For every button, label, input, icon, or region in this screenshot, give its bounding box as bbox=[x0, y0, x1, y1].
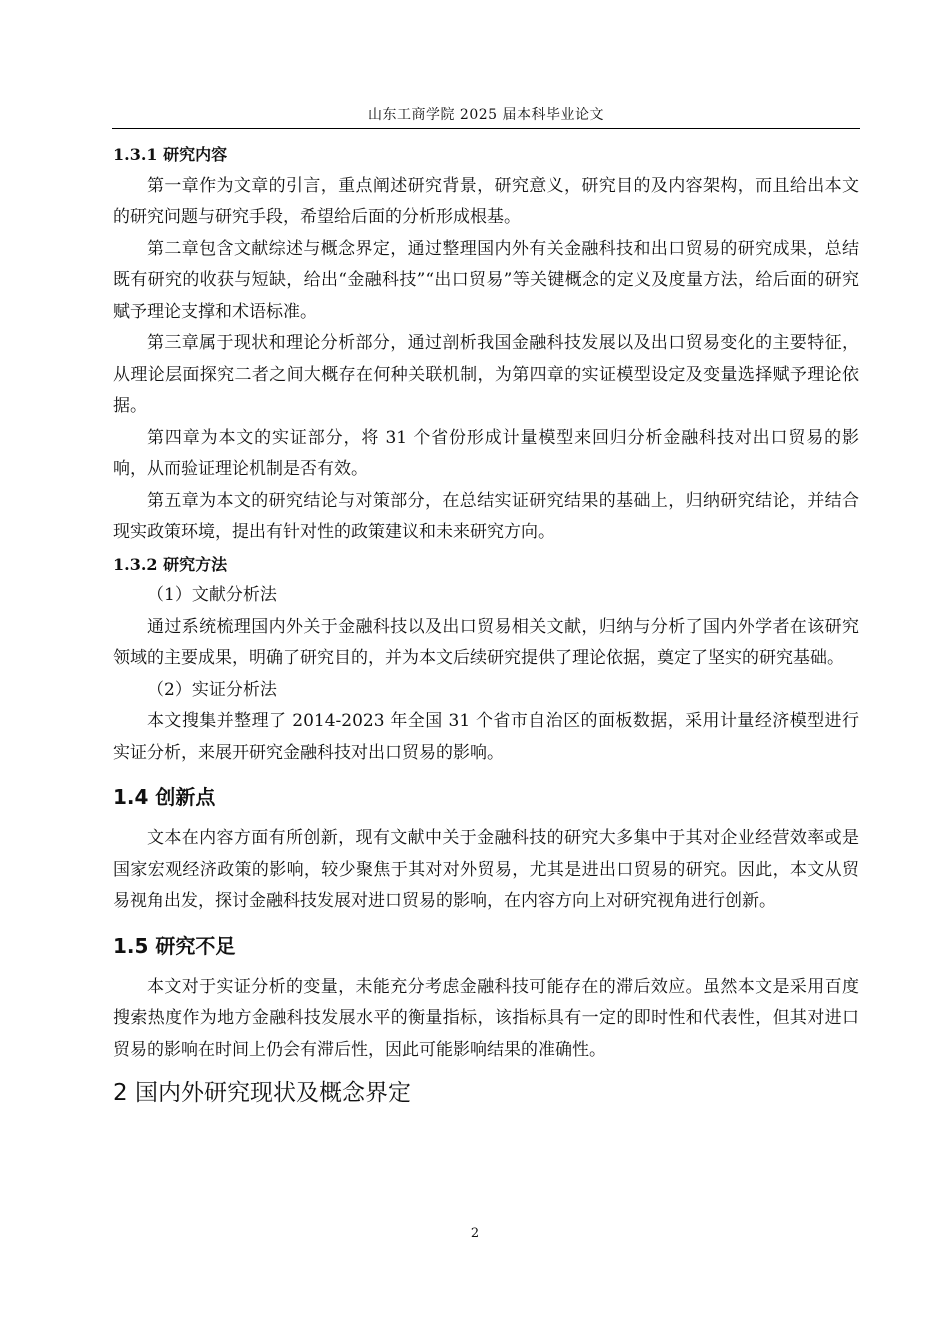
heading-1-3-1: 1.3.1 研究内容 bbox=[113, 145, 228, 164]
paragraph: 第二章包含文献综述与概念界定，通过整理国内外有关金融科技和出口贸易的研究成果，总结既有研究的收获与短缺，给出“金融科技”“出口贸易”等关键概念的定义及度量方法，给后面的研究赋予理论支撑和术语标准。 bbox=[113, 238, 859, 322]
page-header: 山东工商学院 2025 届本科毕业论文 bbox=[367, 107, 605, 123]
method-item-2: （2）实证分析法 bbox=[147, 679, 277, 700]
page-number: 2 bbox=[470, 1226, 480, 1241]
paragraph: 通过系统梳理国内外关于金融科技以及出口贸易相关文献，归纳与分析了国内外学者在该研究领域的主要成果，明确了研究目的，并为本文后续研究提供了理论依据，奠定了坚实的研究基础。 bbox=[113, 616, 859, 668]
heading-1-5: 1.5 研究不足 bbox=[113, 933, 236, 958]
paragraph: 本文搜集并整理了 2014-2023 年全国 31 个省市自治区的面板数据，采用计量经济模型进行实证分析，来展开研究金融科技对出口贸易的影响。 bbox=[113, 711, 859, 763]
chapter-2-heading: 2 国内外研究现状及概念界定 bbox=[113, 1080, 411, 1106]
paragraph: 第五章为本文的研究结论与对策部分，在总结实证研究结果的基础上，归纳研究结论，并结合现实政策环境，提出有针对性的政策建议和未来研究方向。 bbox=[113, 490, 859, 542]
page-body bbox=[113, 139, 859, 1112]
paragraph: 第三章属于现状和理论分析部分，通过剖析我国金融科技发展以及出口贸易变化的主要特征，从理论层面探究二者之间大概存在何种关联机制，为第四章的实证模型设定及变量选择赋予理论依据。 bbox=[113, 333, 859, 416]
paragraph: 文本在内容方面有所创新，现有文献中关于金融科技的研究大多集中于其对企业经营效率或是国家宏观经济政策的影响，较少聚焦于其对对外贸易，尤其是进出口贸易的研究。因此，本文从贸易视角出发，探讨金融科技发展对进口贸易的影响，在内容方向上对研究视角进行创新。 bbox=[113, 828, 859, 911]
method-item-1: （1）文献分析法 bbox=[147, 585, 277, 605]
paragraph: 第一章作为文章的引言，重点阐述研究背景，研究意义，研究目的及内容架构，而且给出本文的研究问题与研究手段，希望给后面的分析形成根基。 bbox=[113, 175, 859, 227]
heading-1-4: 1.4 创新点 bbox=[113, 785, 216, 809]
heading-1-3-2: 1.3.2 研究方法 bbox=[113, 554, 228, 574]
paragraph: 第四章为本文的实证部分，将 31 个省份形成计量模型来回归分析金融科技对出口贸易的影响，从而验证理论机制是否有效。 bbox=[113, 427, 859, 479]
paragraph: 本文对于实证分析的变量，未能充分考虑金融科技可能存在的滞后效应。虽然本文是采用百度搜索热度作为地方金融科技发展水平的衡量指标，该指标具有一定的即时性和代表性，但其对进口贸易的影响在时间上仍会有滞后性，因此可能影响结果的准确性。 bbox=[113, 976, 859, 1060]
header-rule bbox=[112, 128, 860, 129]
